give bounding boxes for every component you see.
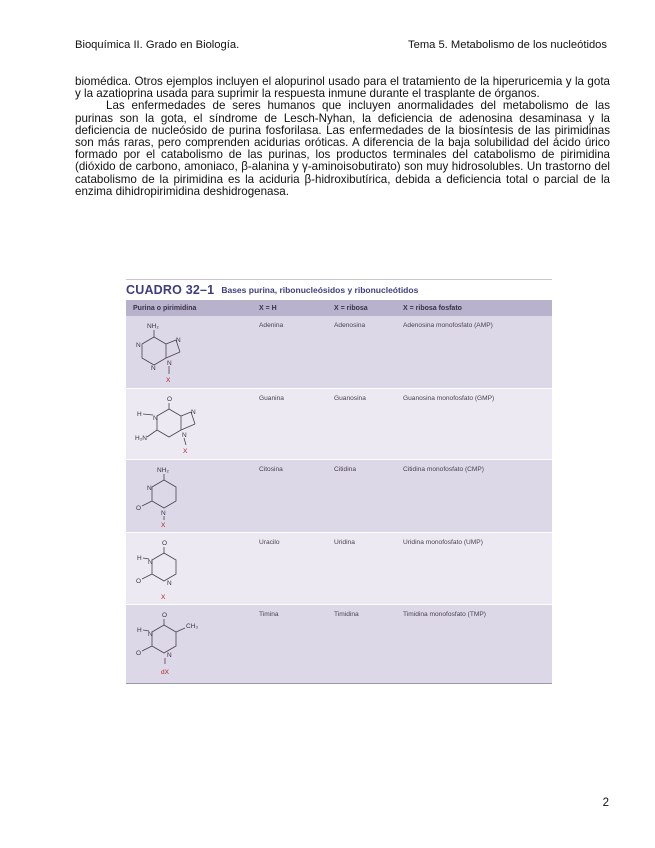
nucleotide-name: Uridina monofosfato (UMP) — [396, 533, 552, 605]
n1-label: N — [167, 580, 172, 587]
table-bottom-rule — [126, 683, 552, 684]
nucleotide-table — [126, 300, 552, 683]
table-row — [126, 460, 552, 533]
n1-label: N — [167, 652, 172, 659]
h-label: H — [137, 627, 142, 634]
base-name: Uracilo — [252, 533, 327, 605]
thymine-structure — [133, 611, 223, 683]
table-title-row — [126, 280, 552, 300]
table-row — [126, 533, 552, 605]
header-right: Tema 5. Metabolismo de los nucleótidos — [408, 39, 607, 51]
col-header-xh: X = H — [252, 300, 327, 316]
base-name: Citosina — [252, 460, 327, 533]
nucleoside-name: Timidina — [327, 605, 396, 684]
structure-cell — [126, 605, 252, 684]
paragraph-2: Las enfermedades de seres humanos que incluyen anormalidades del metabolismo de las purinas son la gota, el síndrome de Lesch-Nyhan, la deficiencia de adenosina desaminasa y la deficiencia de nucleósido de purina fosforilasa. Las enfermedades de la biosíntesis de las pirimidinas son más raras, pero comprenden acidurias oróticas. A diferencia de la baja solubilidad del ácido úrico formado por el catabolismo de las purinas, los productos terminales del catabolismo de pirimidina (dióxido de carbono, amoniaco, β-alanina y γ-aminoisobutirato) son muy hidrosolubles. Un trastorno del catabolismo de la pirimidina es la aciduria β-hidroxibutírica, debida a deficiencia total o parcial de la enzima dihidropirimidina deshidrogenasa. — [75, 99, 610, 198]
table-number: CUADRO 32–1 — [126, 283, 215, 297]
table-cuadro — [126, 279, 552, 684]
table-row — [126, 389, 552, 460]
n7-label: N — [191, 409, 196, 416]
table-title: Bases purina, ribonucleósidos y ribonucleótidos — [221, 285, 419, 295]
n3-label: N — [147, 485, 152, 492]
o-top-label: O — [162, 612, 168, 619]
x-label: X — [166, 377, 171, 384]
structure-cell — [126, 460, 252, 533]
ch3-label: CH₃ — [186, 623, 199, 630]
h-label: H — [137, 411, 142, 418]
nucleotide-name: Timidina monofosfato (TMP) — [396, 605, 552, 684]
nh2-label: NH₂ — [147, 323, 159, 330]
o-label: O — [136, 650, 142, 657]
page-number: 2 — [602, 797, 609, 809]
body-text — [75, 76, 610, 198]
uracil-structure — [133, 539, 213, 604]
structure-cell — [126, 389, 252, 460]
o-top-label: O — [162, 540, 168, 547]
n3-label: N — [151, 365, 156, 372]
n7-label: N — [176, 337, 181, 344]
nucleoside-name: Adenosina — [327, 316, 396, 389]
structure-cell — [126, 316, 252, 389]
o-label: O — [136, 578, 142, 585]
paragraph-1: biomédica. Otros ejemplos incluyen el alopurinol usado para el tratamiento de la hiperuricemia y la gota y la azatioprina usada para suprimir la respuesta inmune durante el trasplante de órganos. — [75, 75, 610, 101]
table-row — [126, 605, 552, 684]
col-header-xribose: X = ribosa — [327, 300, 396, 316]
guanine-structure — [133, 395, 213, 459]
x-label: X — [183, 448, 188, 455]
nucleotide-name: Adenosina monofosfato (AMP) — [396, 316, 552, 389]
h2n-label: H₂N — [135, 435, 147, 442]
header-left: Bioquímica II. Grado en Biología. — [75, 39, 240, 51]
col-header-xribose-phosphate: X = ribosa fosfato — [396, 300, 552, 316]
table-row — [126, 316, 552, 389]
base-name: Timina — [252, 605, 327, 684]
nucleoside-name: Citidina — [327, 460, 396, 533]
n9-label: N — [167, 360, 172, 367]
n3-label: N — [148, 559, 153, 566]
n1-label: N — [161, 510, 166, 517]
nucleoside-name: Uridina — [327, 533, 396, 605]
cytosine-structure — [133, 466, 213, 532]
o-label: O — [136, 505, 142, 512]
nucleotide-name: Guanosina monofosfato (GMP) — [396, 389, 552, 460]
h-label: H — [137, 555, 142, 562]
nucleoside-name: Guanosina — [327, 389, 396, 460]
n3-label: N — [148, 631, 153, 638]
adenine-structure — [133, 322, 213, 388]
structure-cell — [126, 533, 252, 605]
nucleotide-name: Citidina monofosfato (CMP) — [396, 460, 552, 533]
o-label: O — [167, 396, 173, 403]
base-name: Guanina — [252, 389, 327, 460]
n1-label: N — [136, 342, 141, 349]
dx-label: dX — [161, 669, 169, 676]
nh2-label: NH₂ — [157, 467, 169, 474]
x-label: X — [161, 522, 166, 529]
x-label: X — [161, 594, 166, 601]
col-header-base: Purina o pirimidina — [126, 300, 252, 316]
base-name: Adenina — [252, 316, 327, 389]
n9-label: N — [182, 432, 187, 439]
n1-label: N — [153, 415, 158, 422]
table-header-row — [126, 300, 552, 316]
